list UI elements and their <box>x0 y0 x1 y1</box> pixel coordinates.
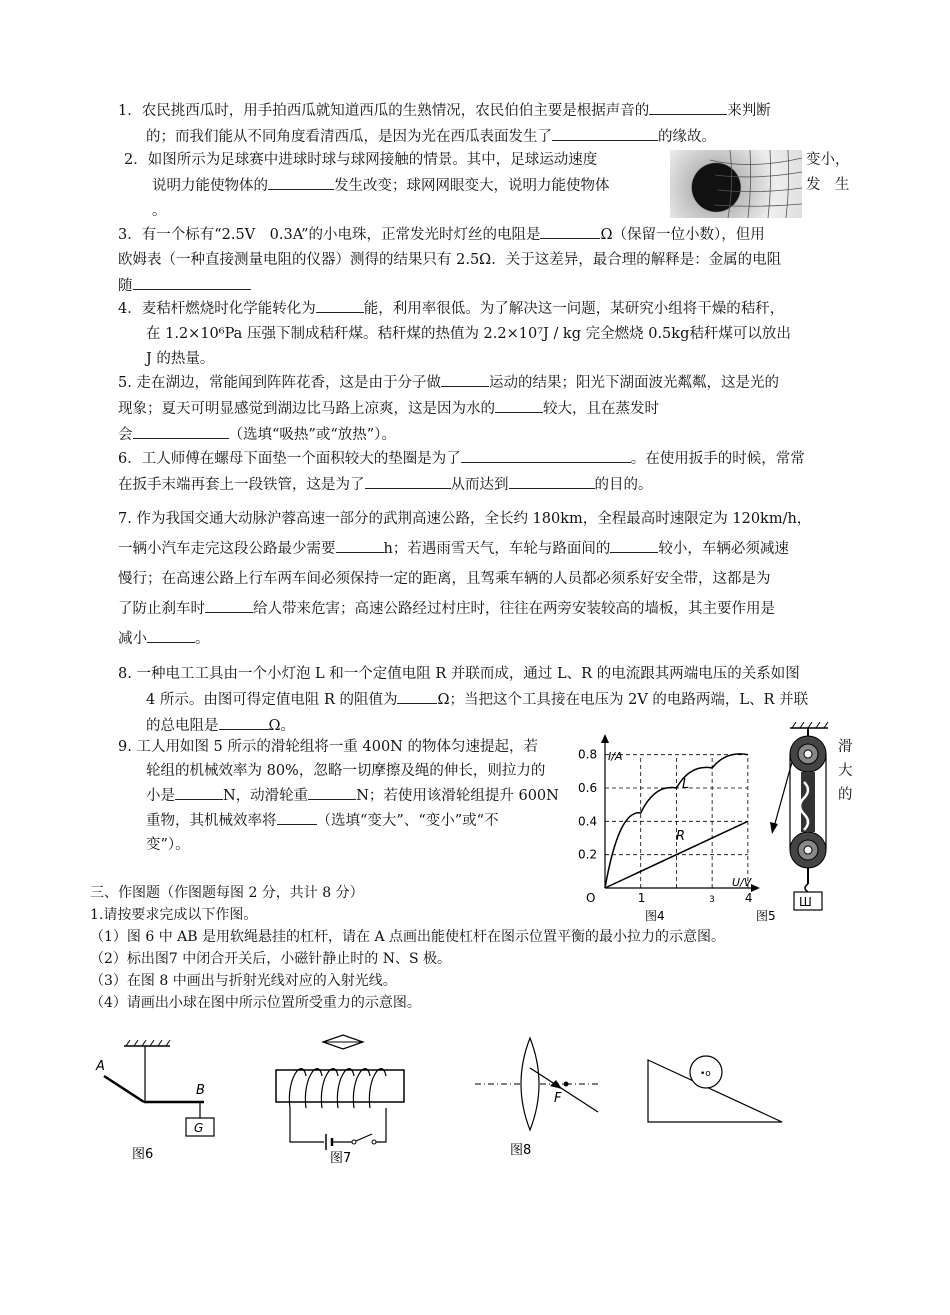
question-1 <box>118 98 878 150</box>
y-tick-label: 0.8 <box>578 747 598 762</box>
curve-L-label: L <box>682 777 690 792</box>
refracted-ray <box>530 1068 598 1112</box>
question-9: 9. 工人用如图 5 所示的滑轮组将一重 400N 的物体匀速提起，若 轮组的机械效率为 80%，忽略一切摩擦及绳的伸长，则拉力的 小是 N，动滑轮重 N；若使用该滑轮组提升 600N 重物，其机械效率将 （选填“变大”、“变小”或“不 变”）。 <box>118 739 559 853</box>
answer-blank[interactable] <box>133 273 251 290</box>
answer-blank[interactable] <box>509 472 595 489</box>
ball-center-label: •o <box>700 1069 711 1079</box>
answer-blank[interactable] <box>277 808 317 825</box>
figure-ball-incline <box>640 1050 790 1130</box>
section-3-intro: 1.请按要求完成以下作图。 <box>90 907 258 923</box>
answer-blank[interactable] <box>397 687 437 704</box>
question-2: 2．如图所示为足球赛中进球时球与球网接触的情景。其中，足球运动速度 说明力能使物体的 发生改变；球网网眼变大，说明力能使物体 。 <box>124 152 610 219</box>
question-3: 3．有一个标有“2.5V 0.3A”的小电珠，正常发光时灯丝的电阻是 Ω（保留一位小数），但用 欧姆表（一种直接测量电阻的仪器）测得的结果只有 2.5Ω．关于这差异，最合理的解释是：金属的电阻 随 <box>118 222 878 299</box>
question-5: 5. 走在湖边，常能闻到阵阵花香，这是由于分子做 运动的结果；阳光下湖面波光粼粼，这是光的 现象；夏天可明显感觉到湖边比马路上凉爽，这是因为水的 较大，且在蒸发时 会 （选填“吸热”或“放热”）。 <box>118 370 878 448</box>
figure-6-caption: 图6 <box>132 1147 154 1162</box>
switch-contact-1 <box>352 1140 356 1144</box>
ceiling-hatching <box>792 722 828 728</box>
answer-blank[interactable] <box>147 626 195 643</box>
circuit-wire-3 <box>376 1108 386 1142</box>
origin-label: O <box>586 891 596 905</box>
question-9-right: 滑 大 的 <box>838 739 853 803</box>
question-1-line-2: 的；而我们能从不同角度看清西瓜，是因为光在西瓜表面发生了 的缘故。 <box>118 124 878 150</box>
answer-blank[interactable] <box>441 370 489 387</box>
label-B: B <box>196 1083 205 1098</box>
figure-7-caption: 图7 <box>330 1151 352 1166</box>
question-1-line-1: 1．农民挑西瓜时，用手拍西瓜就知道西瓜的生熟情况，农民伯伯主要是根据声音的 来判断 <box>118 98 878 124</box>
load-weight-label: Ш <box>799 895 812 909</box>
figure-8-lens <box>470 1032 610 1162</box>
answer-blank[interactable] <box>308 783 356 800</box>
answer-blank[interactable] <box>552 124 658 141</box>
y-tick-label: 0.4 <box>578 814 598 829</box>
answer-blank[interactable] <box>219 713 269 730</box>
x-tick-label: 3 <box>709 895 715 905</box>
lever-AB <box>104 1076 144 1102</box>
figure-8-caption: 图8 <box>510 1143 532 1158</box>
y-tick-labels <box>578 748 597 862</box>
y-tick-label: 0.6 <box>578 781 598 795</box>
answer-blank[interactable] <box>336 536 384 553</box>
answer-blank[interactable] <box>316 296 364 313</box>
section-3-item-4: （4）请画出小球在图中所示位置所受重力的示意图。 <box>90 995 421 1011</box>
answer-blank[interactable] <box>649 98 727 115</box>
switch-lever[interactable] <box>356 1134 372 1141</box>
answer-blank[interactable] <box>268 173 334 190</box>
answer-blank[interactable] <box>461 446 631 463</box>
y-axis-arrow <box>601 734 609 743</box>
answer-blank[interactable] <box>365 472 451 489</box>
switch-contact-2 <box>372 1140 376 1144</box>
answer-blank[interactable] <box>205 596 253 613</box>
pull-rope <box>774 762 792 827</box>
x-axis-label: U/V <box>732 876 752 889</box>
convex-lens <box>521 1038 539 1130</box>
question-7: 7. 作为我国交通大动脉沪蓉高速一部分的武荆高速公路，全长约 180km，全程最高时速限定为 120km/h， 一辆小汽车走完这段公路最少需要 h；若遇雨雪天气，车轮与路面间的 较小，车辆必须减速 慢行；在高速公路上行车两车间必须保持一定的距离，且驾乘车辆的人员都必须系好安全带，这都是为 了防止刹车时 给人带来危害；高速公路经过村庄时，往往在两旁安装较高的墙板，其主要作用是 减小 。 <box>118 511 812 647</box>
figure-5-caption: 图5 <box>756 909 776 923</box>
label-F: F <box>554 1091 562 1106</box>
answer-blank[interactable] <box>610 536 658 553</box>
section-3-item-1: （1）图 6 中 AB 是用软绳悬挂的杠杆，请在 A 点画出能使杠杆在图示位置平衡的最小拉力的示意图。 <box>90 929 726 945</box>
x-tick-label: 1 <box>637 891 646 905</box>
y-axis-label: I/A <box>608 750 623 763</box>
question-6: 6．工人师傅在螺母下面垫一个面积较大的垫圈是为了 。在使用扳手的时候，常常 在扳手末端再套上一段铁管，这是为了 从而达到 的目的。 <box>118 446 878 498</box>
question-2-right: 变小， 发 生 <box>806 152 850 193</box>
figure-7-solenoid <box>268 1030 418 1165</box>
movable-pulley-axle <box>804 846 812 854</box>
label-A: A <box>96 1059 105 1074</box>
net-lines <box>670 150 802 218</box>
question-8: 8. 一种电工工具由一个小灯泡 L 和一个定值电阻 R 并联而成，通过 L、R 的电流跟其两端电压的关系如图 4 所示。由图可得定值电阻 R 的阻值为 Ω；当把这个工具接在电压为 2V 的电路两端，L、R 并联 的总电阻是 Ω。 <box>118 666 809 734</box>
section-3-title: 三、作图题（作图题每图 2 分，共计 8 分） <box>90 885 364 901</box>
section-3-item-3: （3）在图 8 中画出与折射光线对应的入射光线。 <box>90 973 397 989</box>
fixed-pulley-axle <box>804 750 812 758</box>
figure-6-lever <box>92 1036 232 1166</box>
football-net-photo <box>670 150 802 218</box>
circuit-wire <box>290 1108 324 1142</box>
focal-point <box>564 1082 569 1087</box>
pull-arrow <box>770 822 778 834</box>
answer-blank[interactable] <box>495 396 543 413</box>
figure-4-caption: 图4 <box>645 909 665 923</box>
ceiling-hatching <box>126 1040 170 1046</box>
label-G: G <box>194 1121 204 1135</box>
curve-R-label: R <box>676 829 686 844</box>
x-tick-label: 4 <box>744 891 753 905</box>
y-tick-label: 0.2 <box>578 847 598 862</box>
section-3 <box>90 882 890 1014</box>
answer-blank[interactable] <box>133 422 229 439</box>
section-3-item-2: （2）标出图7 中闭合开关后，小磁针静止时的 N、S 极。 <box>90 951 452 967</box>
answer-blank[interactable] <box>175 783 223 800</box>
question-4: 4．麦秸杆燃烧时化学能转化为 能，利用率很低。为了解决这一问题，某研究小组将干燥的秸秆， 在 1.2×10⁶Pa 压强下制成秸秆煤。秸秆煤的热值为 2.2×10⁷J / kg 完全燃烧 0.5kg秸秆煤可以放出 J 的热量。 <box>118 296 878 372</box>
answer-blank[interactable] <box>540 222 600 239</box>
